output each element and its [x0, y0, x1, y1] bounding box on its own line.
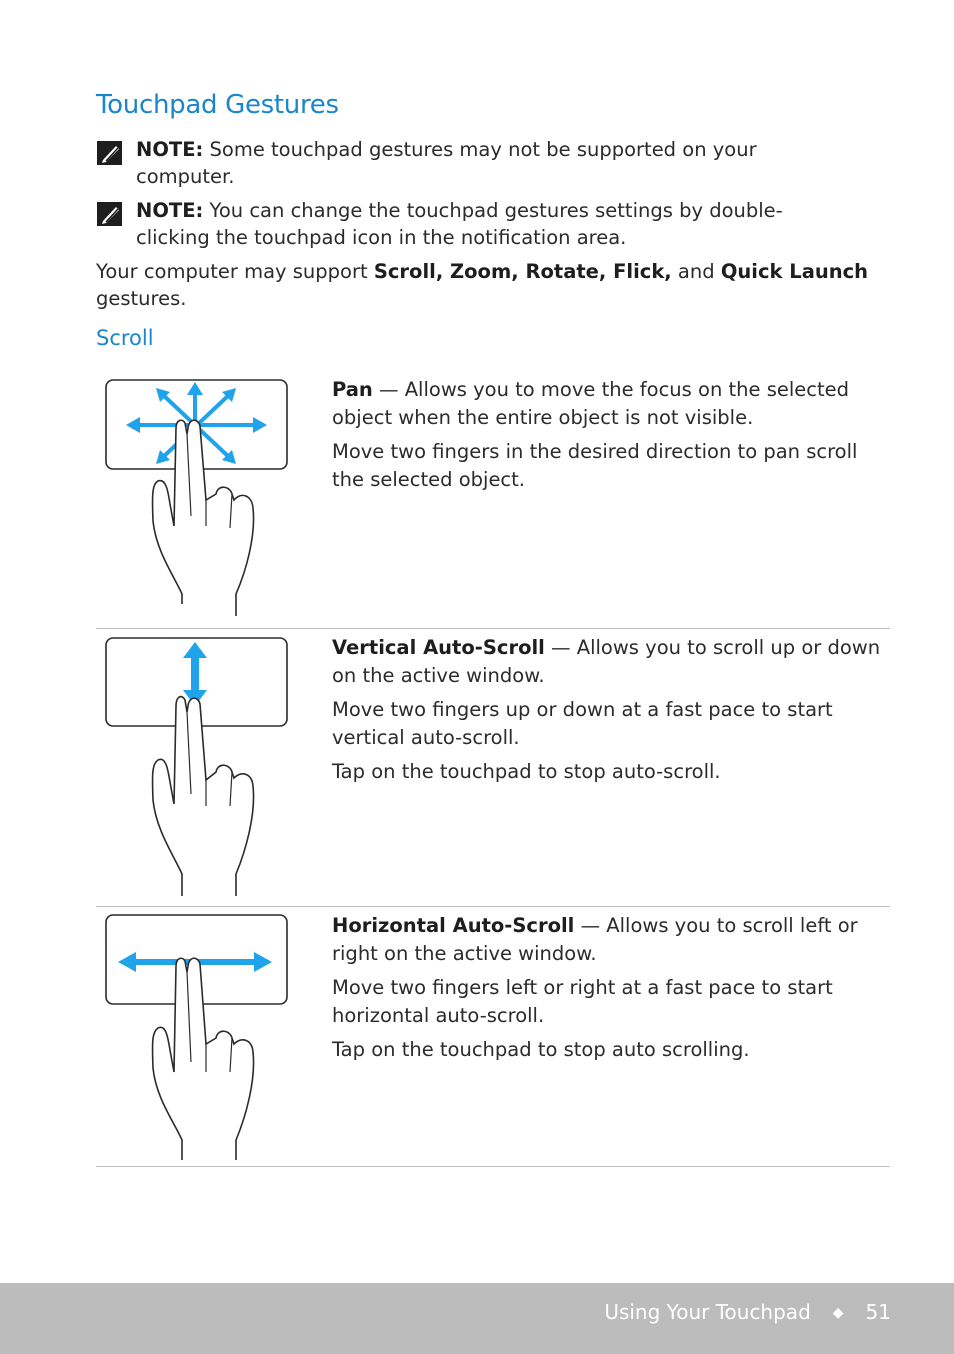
diamond-separator-icon: ◆: [832, 1305, 844, 1321]
horizontal-scroll-illustration: [96, 912, 296, 1162]
gesture-desc: — Allows you to move the focus on the selected object when the entire object is not visible.: [332, 378, 850, 429]
intro-paragraph: [96, 258, 896, 312]
vertical-description: [332, 634, 890, 792]
horizontal-description: [332, 912, 890, 1070]
note-label: NOTE:: [136, 199, 204, 222]
note-text: Some touchpad gestures may not be supported on your computer.: [136, 138, 757, 188]
vertical-scroll-illustration: [96, 634, 296, 896]
gesture-instruction: Move two fingers up or down at a fast pace to start vertical auto-scroll.: [332, 698, 833, 749]
intro-text: gestures.: [96, 287, 187, 310]
pan-description: [332, 376, 890, 500]
section-divider: [96, 906, 890, 907]
gesture-row-horizontal: [96, 912, 890, 1162]
note-1: [96, 136, 816, 190]
note-label: NOTE:: [136, 138, 204, 161]
pan-gesture-illustration: [96, 376, 296, 616]
intro-gesture-list: Scroll, Zoom, Rotate, Flick,: [373, 260, 672, 283]
section-divider: [96, 1166, 890, 1167]
gesture-name: Vertical Auto-Scroll: [332, 636, 545, 659]
page-title: Touchpad Gestures: [96, 90, 339, 120]
note-text: You can change the touchpad gestures settings by double-clicking the touchpad icon in the notification area.: [136, 199, 783, 249]
gesture-name: Pan: [332, 378, 373, 401]
footer-section-title: Using Your Touchpad: [604, 1300, 811, 1324]
section-divider: [96, 628, 890, 629]
gesture-row-pan: [96, 376, 890, 616]
gesture-desc: — Allows you to scroll left or right on the active window.: [332, 914, 858, 965]
page-number: 51: [865, 1300, 891, 1324]
note-2: [96, 197, 816, 251]
note-pencil-icon: [96, 138, 124, 166]
gesture-name: Horizontal Auto-Scroll: [332, 914, 575, 937]
gesture-desc: — Allows you to scroll up or down on the active window.: [332, 636, 881, 687]
note-pencil-icon: [96, 199, 124, 227]
gesture-instruction: Tap on the touchpad to stop auto-scroll.: [332, 760, 721, 783]
page-footer: [0, 1283, 954, 1354]
intro-text: Your computer may support: [96, 260, 374, 283]
gesture-instruction: Move two fingers in the desired direction to pan scroll the selected object.: [332, 440, 858, 491]
gesture-instruction: Move two fingers left or right at a fast pace to start horizontal auto-scroll.: [332, 976, 833, 1027]
gesture-row-vertical: [96, 634, 890, 896]
gesture-instruction: Tap on the touchpad to stop auto scrolling.: [332, 1038, 750, 1061]
section-heading: Scroll: [96, 326, 154, 350]
intro-text: and: [671, 260, 721, 283]
intro-quick-launch: Quick Launch: [720, 260, 869, 283]
